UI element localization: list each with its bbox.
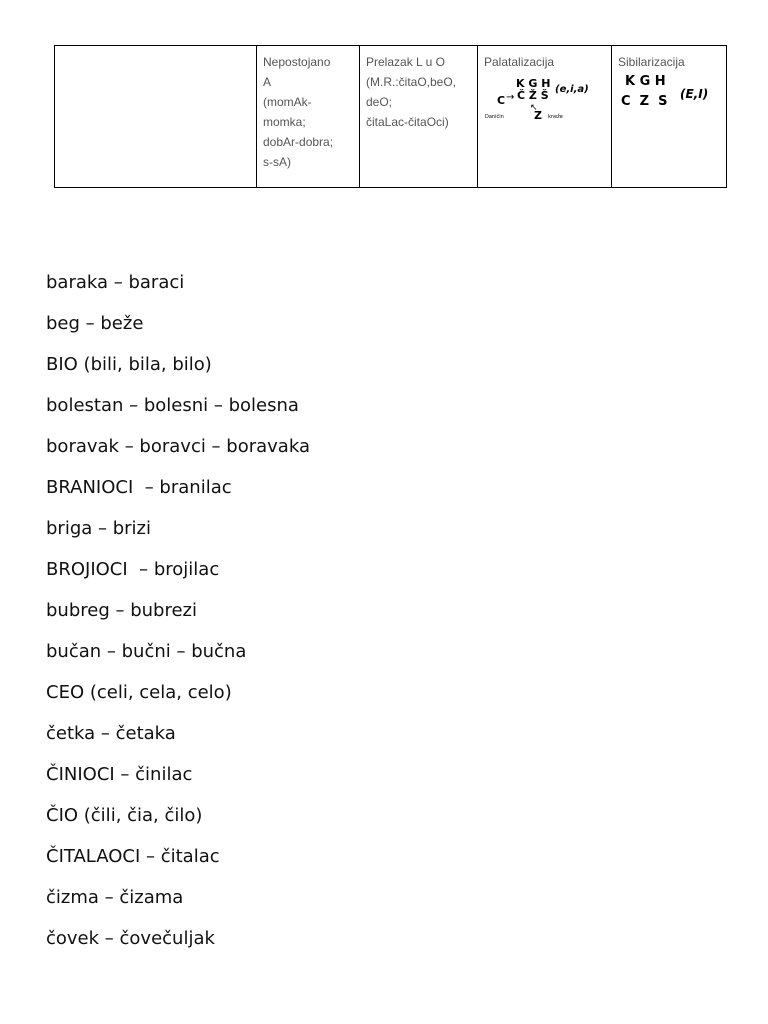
palatalizacija-example-right: kneže xyxy=(548,114,563,120)
sibilarizacija-kgh: K G H xyxy=(625,74,666,89)
word-list xyxy=(46,262,310,959)
nepostojano-line: s-sA) xyxy=(263,155,291,169)
palatalizacija-rule: (e,i,a) xyxy=(555,84,589,95)
sibilarizacija-rule: (E,I) xyxy=(680,87,709,101)
sibilarizacija-czs: C Z S xyxy=(621,94,668,109)
list-item: ČITALAOCI – čitalac xyxy=(46,846,220,867)
list-item: beg – beže xyxy=(46,313,144,334)
nepostojano-line: A xyxy=(263,75,272,89)
sibilarizacija-cell xyxy=(612,46,727,188)
prelazak-l-u-o-cell xyxy=(360,46,478,188)
palatalizacija-kgh: K G H xyxy=(516,77,551,90)
list-item: BRANIOCI – branilac xyxy=(46,477,232,498)
palatalizacija-header: Palatalizacija xyxy=(484,55,555,69)
nepostojano-a-cell xyxy=(257,46,360,188)
list-item: čizma – čizama xyxy=(46,887,184,908)
list-item: baraka – baraci xyxy=(46,272,185,293)
list-item: ČINIOCI – činilac xyxy=(46,764,193,785)
prelazak-line: Prelazak L u O xyxy=(366,55,445,69)
prelazak-line: deO; xyxy=(366,95,393,109)
empty-cell xyxy=(55,46,257,188)
list-item: ČIO (čili, čia, čilo) xyxy=(46,805,203,826)
up-arrow-icon: ↖ xyxy=(530,103,538,113)
list-item: briga – brizi xyxy=(46,518,152,539)
nepostojano-line: (momAk- xyxy=(263,95,312,109)
list-item: bučan – bučni – bučna xyxy=(46,641,247,662)
list-item: boravak – boravci – boravaka xyxy=(46,436,310,457)
sibilarizacija-header: Sibilarizacija xyxy=(618,55,685,69)
grammar-table xyxy=(54,45,727,188)
palatalizacija-c: C xyxy=(497,94,506,107)
palatalizacija-example-left: Daničin xyxy=(485,114,504,120)
palatalizacija-diagram xyxy=(484,74,599,146)
nepostojano-line: Nepostojano xyxy=(263,55,331,69)
palatalizacija-czs: Č Ž Š xyxy=(517,89,549,102)
palatalizacija-z: Z xyxy=(534,109,542,122)
sibilarizacija-diagram xyxy=(618,74,733,146)
palatalizacija-cell xyxy=(478,46,612,188)
list-item: čovek – čovečuljak xyxy=(46,928,215,949)
nepostojano-line: momka; xyxy=(263,115,306,129)
table-row xyxy=(55,46,727,188)
prelazak-line: (M.R.:čitaO,beO, xyxy=(366,75,457,89)
list-item: BROJIOCI – brojilac xyxy=(46,559,220,580)
list-item: bubreg – bubrezi xyxy=(46,600,197,621)
list-item: četka – četaka xyxy=(46,723,176,744)
nepostojano-line: dobAr-dobra; xyxy=(263,135,334,149)
list-item: bolestan – bolesni – bolesna xyxy=(46,395,299,416)
prelazak-line: čitaLac-čitaOci) xyxy=(366,115,449,129)
list-item: CEO (celi, cela, celo) xyxy=(46,682,232,703)
right-arrow-icon: → xyxy=(506,92,515,103)
list-item: BIO (bili, bila, bilo) xyxy=(46,354,212,375)
